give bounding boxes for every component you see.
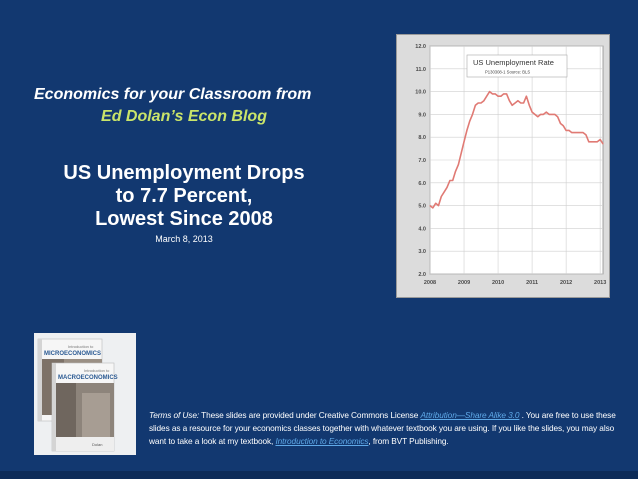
y-tick-label: 11.0 — [415, 66, 426, 73]
data-point — [574, 132, 575, 133]
data-point — [580, 132, 581, 133]
data-point — [489, 91, 490, 92]
data-point — [475, 105, 476, 106]
license-link[interactable]: Attribution—Share Alike 3.0 — [420, 410, 520, 420]
title-line-2: to 7.7 Percent, — [115, 185, 253, 207]
svg-text:Introduction to: Introduction to — [84, 368, 110, 373]
data-point — [571, 132, 572, 133]
terms-of-use — [149, 409, 627, 448]
data-point — [586, 134, 587, 135]
slide-title — [30, 162, 338, 231]
data-point — [557, 116, 558, 117]
textbook-link[interactable]: Introduction to Economics — [275, 436, 369, 446]
data-point — [543, 114, 544, 115]
data-point — [492, 93, 493, 94]
data-point — [532, 112, 533, 113]
data-point — [435, 203, 436, 204]
slide-date: March 8, 2013 — [155, 234, 213, 244]
data-point — [441, 196, 442, 197]
terms-label: Terms of Use: — [149, 410, 200, 420]
terms-text-2: . You are free to use these slides as a resource for your economics classes together with whatever textbook you are using. If you like the slides, you may also want to take a look at my textbook, — [149, 410, 616, 446]
title-line-3: Lowest Since 2008 — [95, 208, 273, 230]
data-point — [483, 100, 484, 101]
title-line-1: US Unemployment Drops — [63, 162, 305, 184]
textbook-covers-svg — [34, 333, 136, 455]
svg-text:Dolan: Dolan — [92, 442, 103, 447]
data-point — [461, 153, 462, 154]
data-point — [563, 125, 564, 126]
data-point — [520, 103, 521, 104]
y-tick-label: 4.0 — [418, 226, 426, 233]
y-tick-label: 5.0 — [418, 203, 426, 210]
svg-text:Introduction to: Introduction to — [68, 344, 94, 349]
bottom-bar — [0, 471, 638, 479]
x-tick-label: 2012 — [560, 280, 573, 286]
data-point — [554, 114, 555, 115]
data-point — [588, 141, 589, 142]
data-point — [577, 132, 578, 133]
data-point — [523, 103, 524, 104]
terms-text-3: , from BVT Publishing. — [368, 436, 449, 446]
x-tick-label: 2009 — [457, 280, 471, 286]
data-point — [569, 130, 570, 131]
data-point — [600, 139, 601, 140]
kicker-line-1: Economics for your Classroom from — [34, 86, 312, 103]
x-tick-label: 2010 — [491, 280, 505, 286]
book-macroeconomics — [52, 363, 118, 451]
data-point — [452, 180, 453, 181]
data-point — [597, 141, 598, 142]
data-point — [481, 103, 482, 104]
data-point — [546, 112, 547, 113]
y-tick-label: 10.0 — [415, 89, 426, 96]
x-tick-label: 2013 — [594, 280, 607, 286]
y-tick-label: 8.0 — [418, 135, 426, 142]
y-tick-label: 7.0 — [418, 158, 426, 164]
chart-title: US Unemployment Rate — [473, 58, 554, 67]
data-point — [472, 114, 473, 115]
x-tick-label: 2008 — [423, 280, 437, 286]
data-point — [603, 144, 604, 145]
data-point — [466, 130, 467, 131]
data-point — [486, 96, 487, 97]
y-tick-label: 2.0 — [418, 272, 426, 278]
data-point — [500, 96, 501, 97]
data-point — [560, 123, 561, 124]
data-point — [449, 180, 450, 181]
data-point — [464, 141, 465, 142]
y-tick-label: 9.0 — [418, 112, 426, 119]
data-point — [469, 121, 470, 122]
data-point — [438, 205, 439, 206]
y-tick-label: 12.0 — [415, 44, 426, 50]
data-point — [552, 114, 553, 115]
data-point — [447, 187, 448, 188]
data-point — [478, 103, 479, 104]
data-point — [583, 132, 584, 133]
unemployment-chart — [396, 34, 610, 298]
book-1-title: MICROECONOMICS — [44, 351, 101, 357]
data-point — [515, 103, 516, 104]
chart-subtitle: P130308-1 Source: BLS — [485, 69, 531, 75]
data-point — [458, 164, 459, 165]
data-point — [509, 100, 510, 101]
data-point — [506, 93, 507, 94]
terms-text-1: These slides are provided under Creative Commons License — [199, 410, 421, 420]
data-point — [526, 96, 527, 97]
data-point — [534, 114, 535, 115]
data-point — [537, 116, 538, 117]
data-point — [503, 93, 504, 94]
data-point — [495, 93, 496, 94]
chart-svg — [397, 35, 609, 297]
data-point — [455, 171, 456, 172]
x-tick-label: 2011 — [526, 280, 539, 286]
data-point — [430, 205, 431, 206]
data-point — [549, 114, 550, 115]
data-point — [540, 114, 541, 115]
textbook-covers-image — [34, 333, 136, 455]
y-tick-label: 3.0 — [418, 249, 426, 256]
kicker-line-2: Ed Dolan’s Econ Blog — [101, 108, 267, 125]
data-point — [432, 207, 433, 208]
data-point — [444, 191, 445, 192]
book-2-title: MACROECONOMICS — [58, 375, 118, 381]
y-tick-label: 6.0 — [418, 180, 426, 187]
data-point — [498, 96, 499, 97]
data-point — [517, 100, 518, 101]
data-point — [591, 141, 592, 142]
data-point — [529, 105, 530, 106]
data-point — [512, 105, 513, 106]
data-point — [594, 141, 595, 142]
data-point — [566, 130, 567, 131]
